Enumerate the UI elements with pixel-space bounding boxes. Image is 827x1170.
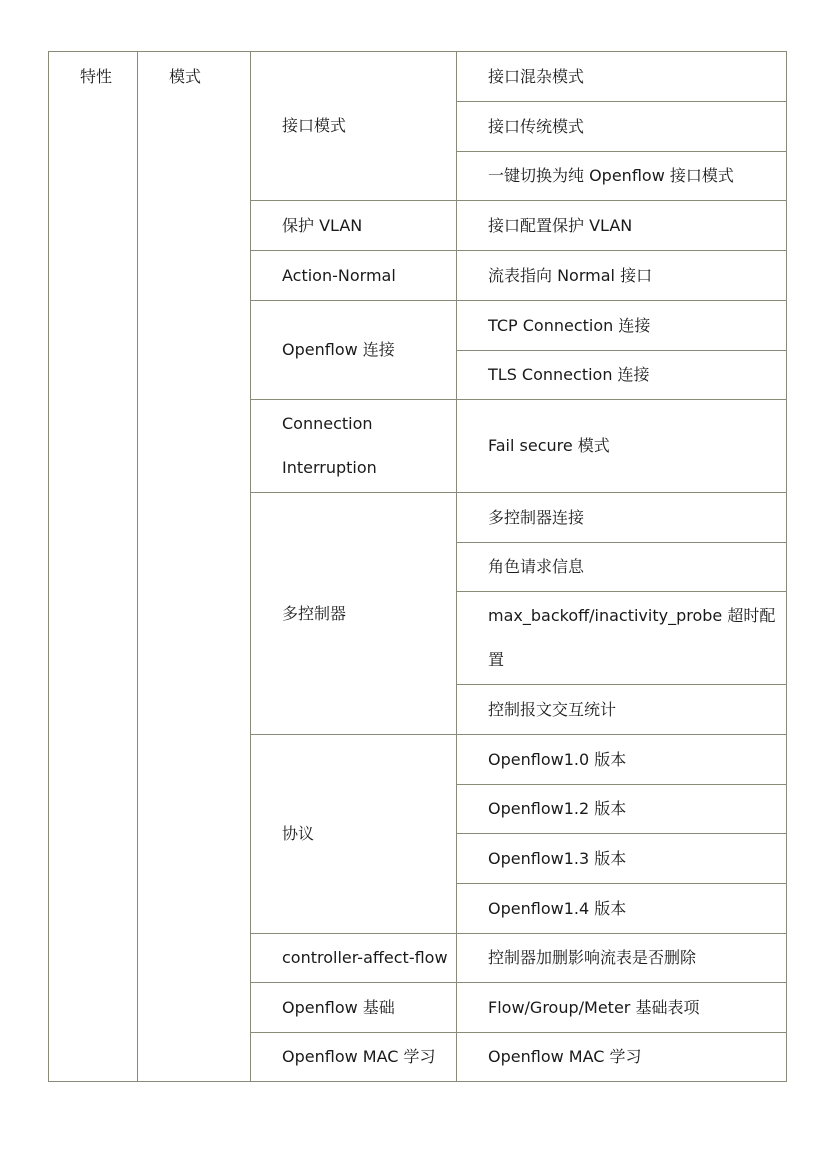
group-name: 保护 VLAN xyxy=(251,201,457,251)
item-cell: Flow/Group/Meter 基础表项 xyxy=(457,983,787,1033)
group-name: Openflow 基础 xyxy=(251,983,457,1033)
item-cell: Openflow1.3 版本 xyxy=(457,834,787,884)
item-cell: 流表指向 Normal 接口 xyxy=(457,251,787,301)
item-cell: max_backoff/inactivity_probe 超时配置 xyxy=(457,592,787,685)
item-cell: Openflow1.0 版本 xyxy=(457,735,787,785)
item-cell: Openflow1.4 版本 xyxy=(457,884,787,934)
group-name xyxy=(251,400,457,493)
group-name: Openflow 连接 xyxy=(251,301,457,400)
item-cell: 多控制器连接 xyxy=(457,493,787,543)
feature-header: 特性 xyxy=(49,52,138,1082)
item-cell: 接口传统模式 xyxy=(457,102,787,152)
item-cell: TCP Connection 连接 xyxy=(457,301,787,351)
item-cell: 控制器加删影响流表是否删除 xyxy=(457,934,787,983)
group-name-line: Connection xyxy=(282,414,373,433)
group-name: 协议 xyxy=(251,735,457,934)
group-name: 多控制器 xyxy=(251,493,457,735)
item-cell: 一键切换为纯 Openflow 接口模式 xyxy=(457,152,787,201)
item-cell: TLS Connection 连接 xyxy=(457,351,787,400)
feature-table xyxy=(48,51,787,1082)
group-name: 接口模式 xyxy=(251,52,457,201)
item-cell: Openflow MAC 学习 xyxy=(457,1033,787,1082)
group-name: controller-affect-flow xyxy=(251,934,457,983)
item-cell: 接口配置保护 VLAN xyxy=(457,201,787,251)
item-cell: 控制报文交互统计 xyxy=(457,685,787,735)
item-cell: Fail secure 模式 xyxy=(457,400,787,493)
item-cell: 角色请求信息 xyxy=(457,543,787,592)
group-name: Openflow MAC 学习 xyxy=(251,1033,457,1082)
mode-header: 模式 xyxy=(138,52,251,1082)
item-cell: 接口混杂模式 xyxy=(457,52,787,102)
group-name: Action-Normal xyxy=(251,251,457,301)
item-cell: Openflow1.2 版本 xyxy=(457,785,787,834)
group-name-line: Interruption xyxy=(282,458,377,477)
